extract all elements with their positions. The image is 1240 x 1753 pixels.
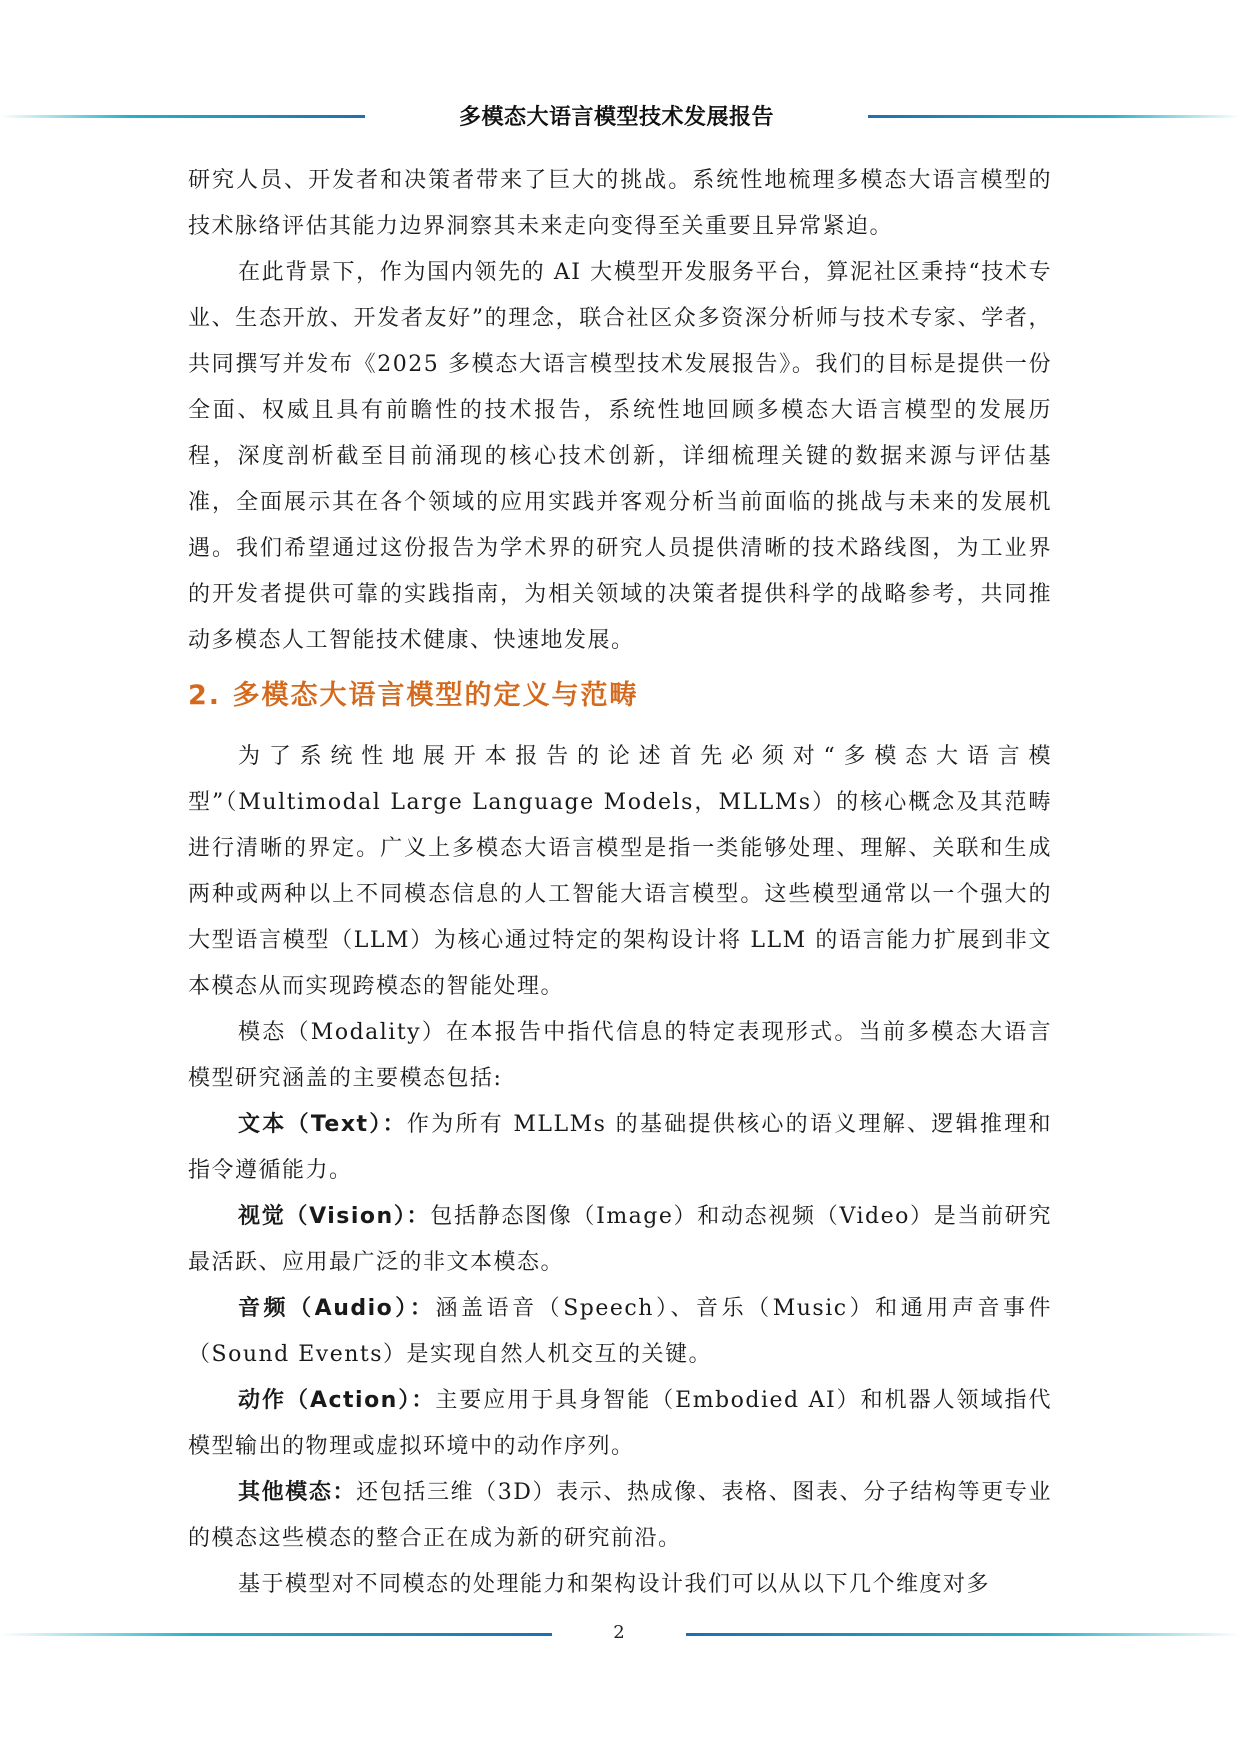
modality-item-lead: 文本（Text）： <box>238 1112 407 1137</box>
footer-rule-left <box>0 1633 552 1636</box>
paragraph-continuation: 研究人员、开发者和决策者带来了巨大的挑战。系统性地梳理多模态大语言模型的技术脉络评估其能力边界洞察其未来走向变得至关重要且异常紧迫。 <box>188 168 1052 239</box>
page-number: 2 <box>613 1622 625 1643</box>
modality-item-action <box>188 1378 1052 1470</box>
modality-item-body: 主要应用于具身智能（Embodied AI）和机器人领域指代模型输出的物理或虚拟环境中的动作序列。 <box>188 1388 1053 1459</box>
modality-item-body: 涵盖语音（Speech）、音乐（Music）和通用声音事件（Sound Events）是实现自然人机交互的关键。 <box>188 1296 1053 1367</box>
paragraph-background: 在此背景下，作为国内领先的 AI 大模型开发服务平台，算泥社区秉持“技术专业、生态开放、开发者友好”的理念，联合社区众多资深分析师与技术专家、学者，共同撰写并发布《2025 多模态大语言模型技术发展报告》。我们的目标是提供一份全面、权威且具有前瞻性的技术报告，系统性地回顾多模态大语言模型的发展历程，深度剖析截至目前涌现的核心技术创新，详细梳理关键的数据来源与评估基准，全面展示其在各个领域的应用实践并客观分析当前面临的挑战与未来的发展机遇。我们希望通过这份报告为学术界的研究人员提供清晰的技术路线图，为工业界的开发者提供可靠的实践指南，为相关领域的决策者提供科学的战略参考，共同推动多模态人工智能技术健康、快速地发展。 <box>188 260 1052 653</box>
modality-item-body: 作为所有 MLLMs 的基础提供核心的语义理解、逻辑推理和指令遵循能力。 <box>188 1112 1052 1183</box>
modality-item-text <box>188 1102 1052 1194</box>
footer-rule-right <box>686 1633 1240 1636</box>
running-header-title: 多模态大语言模型技术发展报告 <box>458 105 774 130</box>
modality-item-vision <box>188 1194 1052 1286</box>
section-heading: 2. 多模态大语言模型的定义与范畴 <box>188 680 639 711</box>
modality-item-lead: 动作（Action）： <box>238 1388 436 1413</box>
page-body <box>188 158 1052 1608</box>
paragraph-definition: 为了系统性地展开本报告的论述首先必须对“多模态大语言模型”（Multimodal Large Language Models，MLLMs）的核心概念及其范畴进行清晰的界定。广义上多模态大语言模型是指一类能够处理、理解、关联和生成两种或两种以上不同模态信息的人工智能大语言模型。这些模型通常以一个强大的大型语言模型（LLM）为核心通过特定的架构设计将 LLM 的语言能力扩展到非文本模态从而实现跨模态的智能处理。 <box>188 744 1052 999</box>
paragraph-modality: 模态（Modality）在本报告中指代信息的特定表现形式。当前多模态大语言模型研究涵盖的主要模态包括: <box>188 1020 1052 1091</box>
modality-item-other <box>188 1470 1052 1562</box>
modality-item-audio <box>188 1286 1052 1378</box>
paragraph-dimensions: 基于模型对不同模态的处理能力和架构设计我们可以从以下几个维度对多 <box>238 1572 991 1597</box>
modality-item-lead: 音频（Audio）： <box>238 1296 436 1321</box>
header-rule-left <box>0 115 365 118</box>
modality-item-lead: 视觉（Vision）： <box>238 1204 431 1229</box>
modality-item-body: 包括静态图像（Image）和动态视频（Video）是当前研究最活跃、应用最广泛的非文本模态。 <box>188 1204 1052 1275</box>
modality-item-body: 还包括三维（3D）表示、热成像、表格、图表、分子结构等更专业的模态这些模态的整合正在成为新的研究前沿。 <box>188 1480 1052 1551</box>
modality-item-lead: 其他模态： <box>238 1480 357 1505</box>
header-rule-right <box>868 115 1240 118</box>
